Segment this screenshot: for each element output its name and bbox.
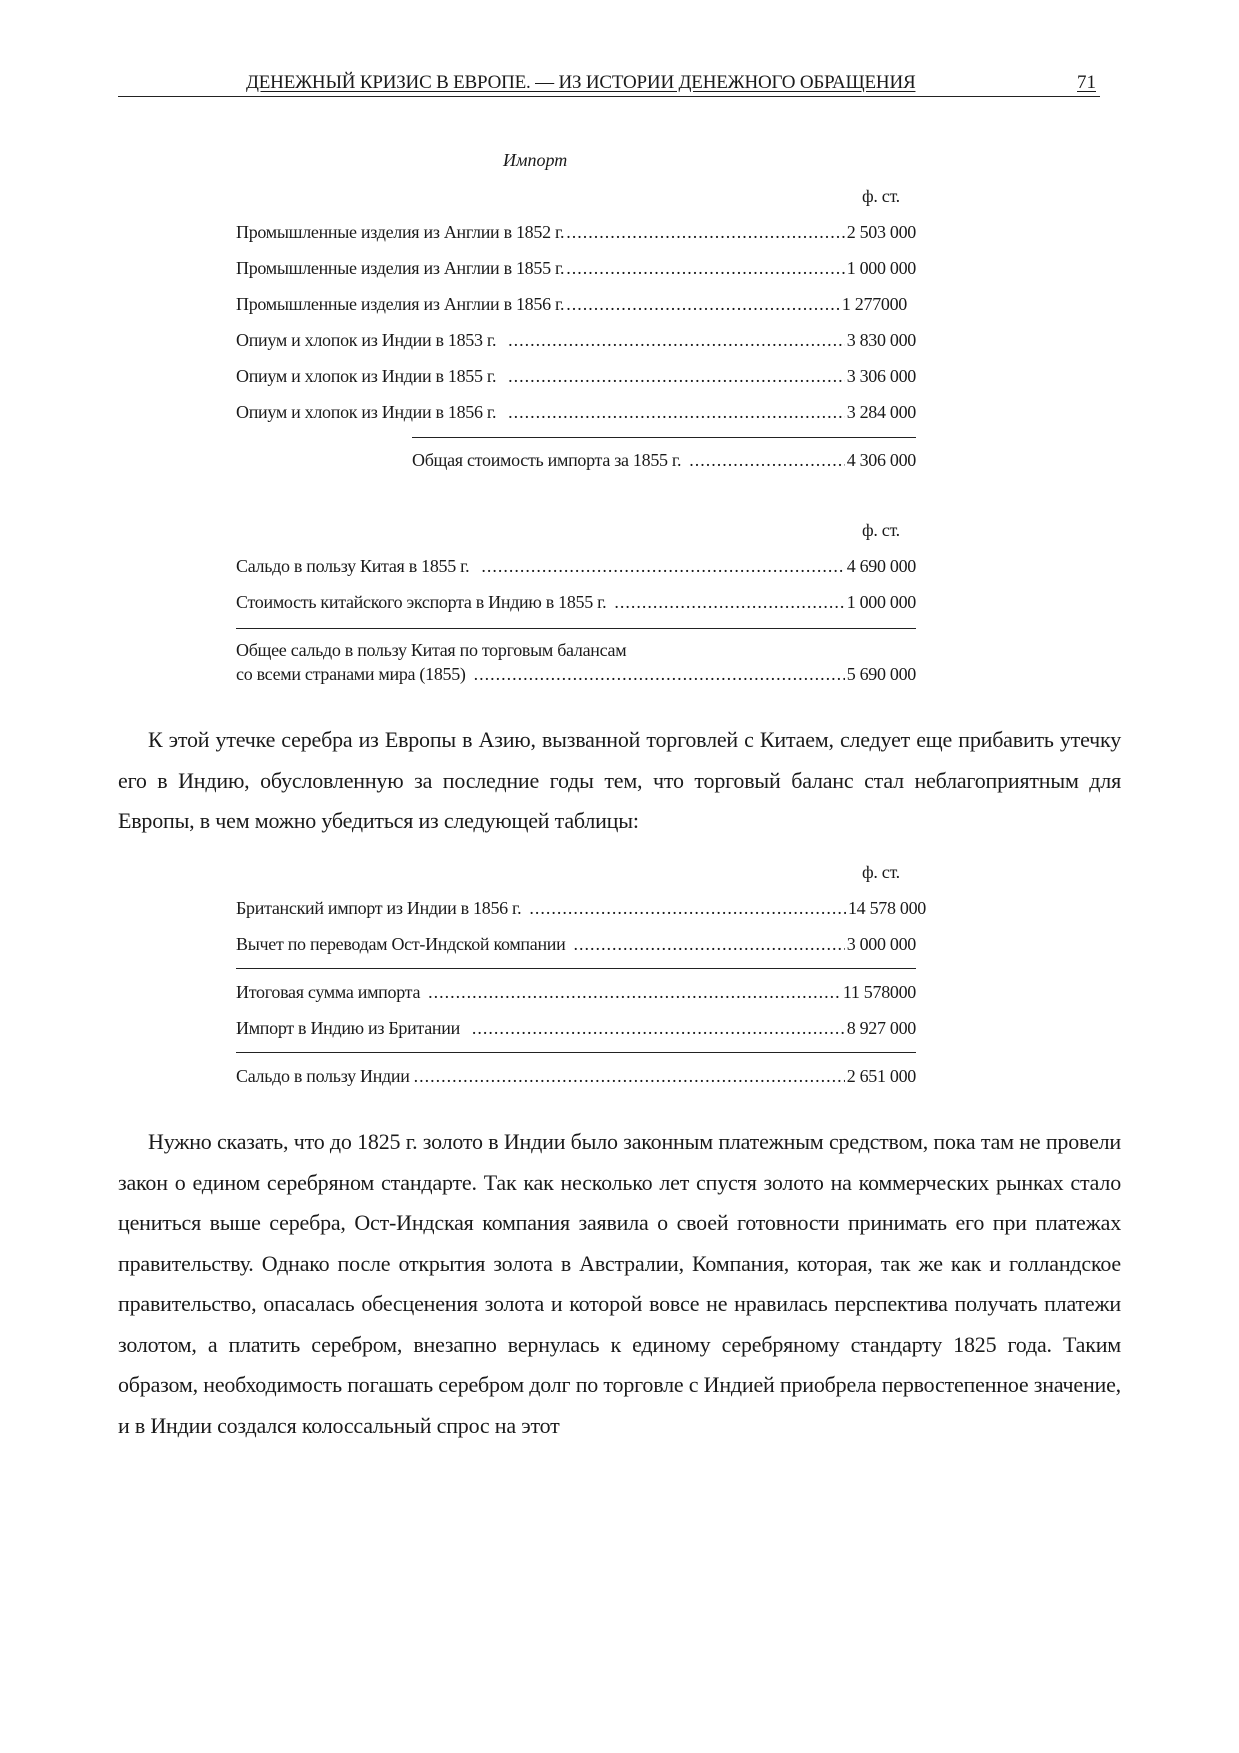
import-unit-label: ф. ст. — [862, 186, 900, 206]
table-row — [236, 402, 916, 426]
table-total-row — [236, 664, 916, 688]
leader-dots — [689, 450, 845, 471]
row-label: Опиум и хлопок из Индии в 1855 г. — [236, 366, 497, 386]
table-row — [236, 222, 916, 246]
table-row — [236, 294, 907, 318]
leader-dots — [428, 982, 841, 1003]
row-label: Опиум и хлопок из Индии в 1853 г. — [236, 330, 497, 350]
leader-dots — [474, 664, 845, 685]
row-label: Опиум и хлопок из Индии в 1856 г. — [236, 402, 497, 422]
table-row — [236, 258, 916, 282]
leader-dots — [414, 1066, 845, 1087]
leader-dots — [529, 898, 846, 919]
leader-dots — [472, 1018, 845, 1039]
import-table-caption: Импорт — [503, 150, 568, 170]
row-label: Промышленные изделия из Англии в 1852 г. — [236, 222, 565, 242]
table-rule — [236, 628, 916, 629]
row-value: 11 578000 — [842, 982, 916, 1002]
table-rule — [236, 968, 916, 969]
row-value: 3 830 000 — [846, 330, 916, 350]
table-total-row — [236, 1066, 916, 1090]
row-label: Сальдо в пользу Индии — [236, 1066, 410, 1086]
row-value: 2 651 000 — [846, 1066, 916, 1086]
leader-dots — [614, 592, 844, 613]
row-label: Сальдо в пользу Китая в 1855 г. — [236, 556, 470, 576]
running-header — [118, 72, 1100, 98]
paragraph: Нужно сказать, что до 1825 г. золото в Индии было законным платежным средством, пока там не провели закон о едином серебряном стандарте. Так как несколько лет спустя золото на коммерческих рынках стало цениться выше серебра, Ост-Индская компания заявила о своей готовности принимать его при платежах правительству. Однако после открытия золота в Австралии, Компания, которая, так же как и голландское правительство, опасалась обесценения золота и которой вовсе не нравилась перспектива получать платежи золотом, а платить серебром, внезапно вернулась к единому серебряному стандарту 1825 года. Таким образом, необходимость погашать серебром долг по торговле с Индией приобрела первостепенное значение, и в Индии создался колоссальный спрос на этот — [118, 1129, 1121, 1438]
row-label: Итоговая сумма импорта — [236, 982, 421, 1002]
table-row — [236, 366, 916, 390]
leader-dots — [481, 556, 844, 577]
row-label: Импорт в Индию из Британии — [236, 1018, 460, 1038]
row-value: 3 000 000 — [846, 934, 916, 954]
total-value: 5 690 000 — [846, 664, 916, 684]
total-label: Общая стоимость импорта за 1855 г. — [412, 450, 682, 470]
row-value: 2 503 000 — [846, 222, 916, 242]
row-value: 3 284 000 — [846, 402, 916, 422]
leader-dots — [573, 934, 844, 955]
table-row — [236, 898, 926, 922]
table-row — [236, 556, 916, 580]
row-label: Британский импорт из Индии в 1856 г. — [236, 898, 522, 918]
leader-dots — [566, 222, 844, 243]
row-value: 14 578 000 — [847, 898, 926, 918]
row-label: Стоимость китайского экспорта в Индию в 1855 г. — [236, 592, 607, 612]
row-label: Промышленные изделия из Англии в 1856 г. — [236, 294, 565, 314]
table-total-row — [412, 450, 916, 474]
row-label: Промышленные изделия из Англии в 1855 г. — [236, 258, 565, 278]
total-label-line2: со всеми странами мира (1855) — [236, 664, 466, 684]
row-value: 4 690 000 — [846, 556, 916, 576]
table-row — [236, 592, 916, 616]
row-value: 3 306 000 — [846, 366, 916, 386]
table-rule — [412, 437, 916, 438]
row-value: 8 927 000 — [846, 1018, 916, 1038]
leader-dots — [508, 330, 845, 351]
leader-dots — [566, 294, 840, 315]
table-row — [236, 330, 916, 354]
total-label-line1: Общее сальдо в пользу Китая по торговым балансам — [236, 640, 627, 660]
row-label: Вычет по переводам Ост-Индской компании — [236, 934, 566, 954]
table-row — [236, 1018, 916, 1042]
leader-dots — [508, 366, 845, 387]
row-value: 1 000 000 — [846, 592, 916, 612]
table-total-line — [236, 640, 916, 664]
row-value: 1 000 000 — [846, 258, 916, 278]
balance-unit-label: ф. ст. — [862, 520, 900, 540]
india-unit-label: ф. ст. — [862, 862, 900, 882]
table-row — [236, 934, 916, 958]
paragraph: К этой утечке серебра из Европы в Азию, вызванной торговлей с Китаем, следует еще прибавить утечку его в Индию, обусловленную за последние годы тем, что торговый баланс стал неблагоприятным для Европы, в чем можно убедиться из следующей таблицы: — [118, 727, 1121, 833]
header-rule — [118, 96, 1100, 97]
header-title: ДЕНЕЖНЫЙ КРИЗИС В ЕВРОПЕ. — ИЗ ИСТОРИИ ДЕНЕЖНОГО ОБРАЩЕНИЯ — [246, 72, 916, 93]
total-value: 4 306 000 — [846, 450, 916, 470]
leader-dots — [508, 402, 845, 423]
row-value: 1 277000 — [841, 294, 907, 314]
table-rule — [236, 1052, 916, 1053]
leader-dots — [566, 258, 844, 279]
table-row — [236, 982, 916, 1006]
page-number: 71 — [1077, 72, 1096, 93]
